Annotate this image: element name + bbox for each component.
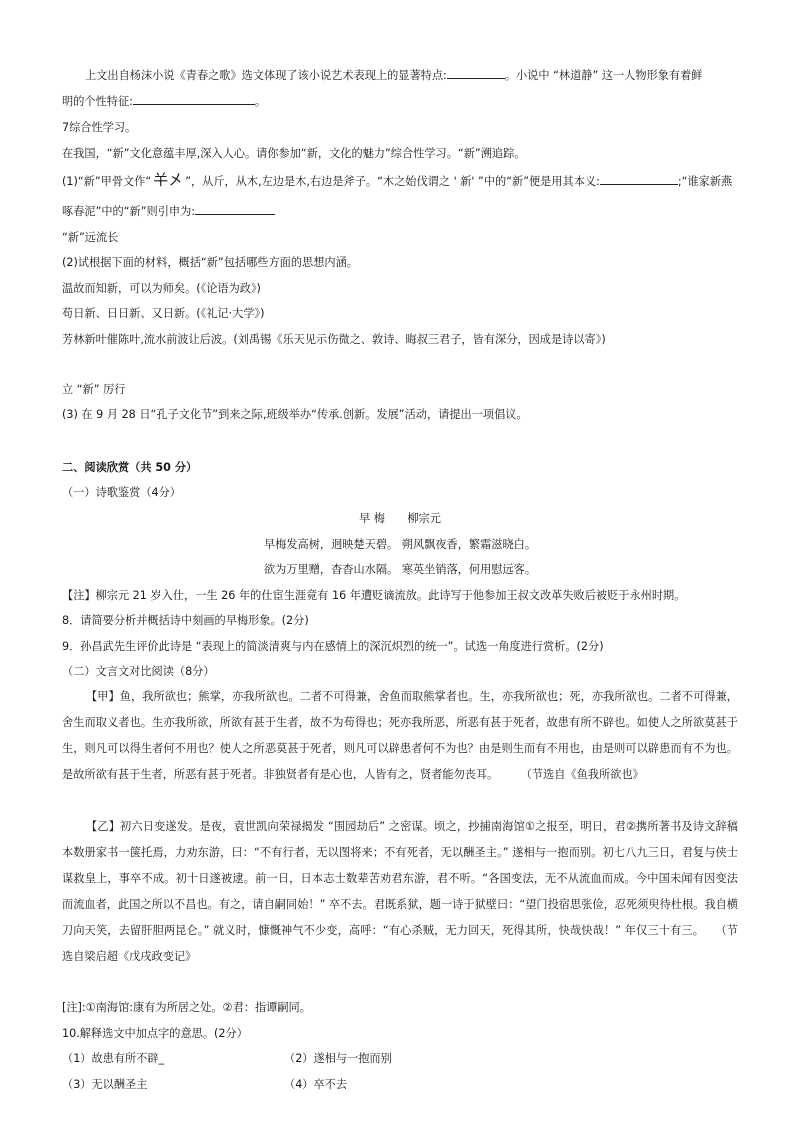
text-segment: (1)“新”甲骨文作“ — [62, 175, 152, 188]
text-segment: 明的个性特征: — [62, 95, 133, 108]
question-8: 8．请简要分析并概括诗中刻画的早梅形象。(2分) — [62, 614, 309, 627]
text-segment: 。 — [254, 95, 267, 108]
material-line-1: 温故而知新，可以为师矣。(《论语为政》) — [62, 282, 261, 295]
prose-section-heading: （二）文言文对比阅读（8分） — [62, 665, 215, 678]
question-10-row-2 — [62, 1078, 738, 1092]
text-segment: ;“谁家新燕 — [677, 175, 733, 188]
question-10-row-1 — [62, 1052, 738, 1066]
question-10-item-2: （2）遂相与一抱而别 — [284, 1052, 392, 1065]
question-7-sub1-cont — [62, 204, 738, 219]
poem-line-2: 欲为万里赠，杳杳山水隔。 寒英坐销落，何用慰远客。 — [263, 563, 537, 576]
answer-blank[interactable] — [447, 68, 505, 79]
passage-yi-text: 【乙】初六日变遂发。是夜，袁世凯向荣禄揭发 “围园劫后” 之密谋。顷之，抄捕南海馆①之报至，明日，君②携所著书及诗文辞稿本数册家书一箧托焉，力劝东游，曰：“不有行者，无以图将来；不有死者，无以酬圣主。” 遂相与一抱而别。初七八九三日，君复与侠士谋救皇上，事卒不成。初十日遂被逮。前一日，日本志士数辈苦劝君东游，君不听。“各国变法，无不从流血而成。今中国未闻有因变法而流血者，此国之所以不昌也。有之，请自嗣同始！” 卒不去。君既系狱，题一诗于狱壁曰：“望门投宿思张俭，忍死须臾待杜根。我自横刀向天笑，去留肝胆两昆仑。” 就义时，慷慨神气不少变，高呼：“有心杀贼，无力回天，死得其所，快哉快哉！” 年仅三十有三。 （节选自梁启超《戊戌政变记》 — [62, 820, 738, 963]
question-10-item-1: （1）故患有所不辟_ — [62, 1052, 165, 1065]
poem-section-heading: （一）诗歌鉴赏（4分） — [62, 486, 181, 499]
part-2-title: 二、阅读欣赏（共 50 分） — [62, 461, 198, 474]
text-segment: 啄春泥”中的“新”则引申为: — [62, 205, 196, 218]
passage-note: [注]:①南海馆:康有为所居之处。②君：指谭嗣同。 — [62, 1001, 311, 1014]
question-line-novel-feature — [85, 68, 738, 83]
question-9: 9．孙昌武先生评价此诗是 “表现上的简淡清爽与内在感情上的深沉炽烈的统一”。试选一角度进行赏析。(2分) — [62, 640, 604, 653]
material-line-3: 芳林新叶催陈叶,流水前波让后波。(刘禹锡《乐天见示伤微之、敦诗、晦叔三君子，皆有深分，因成是诗以寄》) — [62, 333, 606, 346]
material-line-2: 苟日新、日日新、又日新。(《礼记·大学》) — [62, 307, 265, 320]
question-10-item-4: （4）卒不去 — [284, 1078, 348, 1091]
answer-blank[interactable] — [195, 204, 275, 215]
question-7-sub2: (2)试根据下面的材料，概括“新”包括哪些方面的思想内涵。 — [62, 256, 358, 269]
answer-blank[interactable] — [133, 94, 255, 105]
poem-note: 【注】柳宗元 21 岁入仕，一生 26 年的仕宦生涯竟有 16 年遭贬谪流放。此诗写于他参加王叔文改革失败后被贬于永州时期。 — [62, 589, 686, 602]
passage-yi — [62, 814, 738, 970]
poem-line-1: 早梅发高树，迥映楚天碧。 朔风飘夜香，繁霜滋晓白。 — [263, 538, 537, 551]
question-10: 10.解释选文中加点字的意思。(2分） — [62, 1027, 248, 1040]
question-7-title: 7综合性学习。 — [62, 121, 137, 134]
passage-jia-text: 【甲】鱼，我所欲也；熊掌，亦我所欲也。二者不可得兼，舍鱼而取熊掌者也。生，亦我所欲也；死，亦我所欲也。二者不可得兼，舍生而取义者也。生亦我所欲，所欲有甚于生者，故不为苟得也；死亦我所恶，所恶有甚于死者，故患有所不辟也。如使人之所欲莫甚于生，则凡可以得生者何不用也？使人之所恶莫甚于死者，则凡可以辟患者何不为也？由是则生而有不用也，由是则可以辟患而有不为也。是故所欲有甚于生者，所恶有甚于死者。非独贤者有是心也，人皆有之，贤者能勿丧耳。 （节选自《鱼我所欲也》 — [62, 690, 738, 781]
question-7-intro: 在我国，“新”文化意蕴丰厚,深入人心。请你参加“新，文化的魅力”综合性学习。“新”溯追踪。 — [62, 147, 526, 160]
passage-jia — [62, 684, 738, 788]
answer-blank[interactable] — [600, 174, 678, 185]
question-7-sub3: (3) 在 9 月 28 日“孔子文化节”到来之际,班级举办“传承.创新。发展”活动，请提出一项倡议。 — [62, 408, 528, 421]
question-line-character-trait — [62, 94, 738, 109]
text-segment: 上文出自杨沫小说《青春之歌》选文体现了该小说艺术表现上的显著特点: — [85, 69, 447, 82]
text-segment: 。小说中 “林道静” 这一人物形象有着鲜 — [504, 69, 703, 82]
question-10-item-3: （3）无以酬圣主 — [62, 1078, 148, 1091]
text-segment: ”，从斤，从木,左边是木,右边是斧子。“木之始伐谓之 ' 新' ”中的“新”便是用其本义: — [185, 175, 600, 188]
section-heading-new-origin: “新”远流长 — [62, 231, 119, 244]
oracle-bone-glyph: 𢆉㐅 — [153, 171, 184, 189]
poem-title: 早 梅 柳宗元 — [359, 512, 441, 525]
question-7-sub1 — [62, 173, 738, 189]
section-heading-new-practice: 立 “新” 厉行 — [62, 383, 126, 396]
